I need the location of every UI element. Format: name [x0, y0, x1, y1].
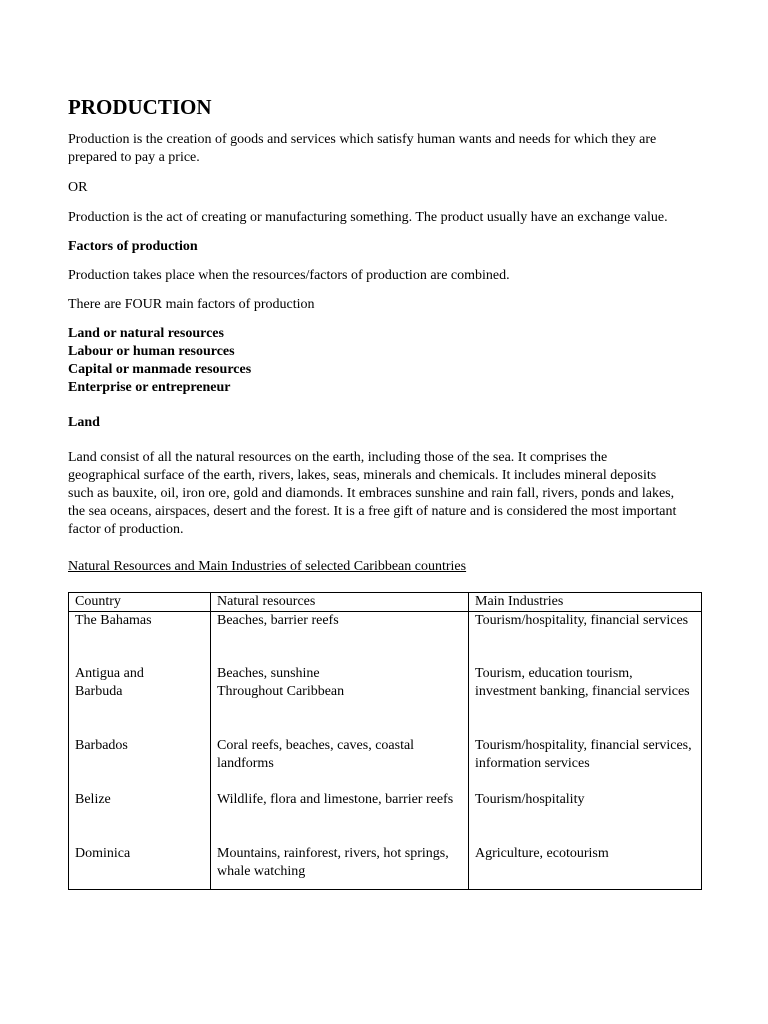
or-text: OR	[68, 180, 88, 195]
definition-paragraph-2: Production is the act of creating or manufacturing something. The product usually have an exchange value.	[68, 210, 668, 225]
cell-natural-resources: Beaches, sunshine Throughout Caribbean	[211, 665, 469, 737]
cell-country: Antigua and Barbuda	[69, 665, 211, 737]
document-page	[68, 93, 704, 890]
land-paragraph: Land consist of all the natural resources on the earth, including those of the sea. It comprises the geographical surface of the earth, rivers, lakes, seas, minerals and chemicals. It includes mineral deposits such as bauxite, oil, iron ore, gold and diamonds. It embraces sunshine and rain fall, rivers, ponds and lakes, the sea oceans, airspaces, desert and the forest. It is a free gift of nature and is considered the most important factor of production.	[68, 450, 677, 537]
cell-main-industries: Tourism/hospitality, financial services, information services	[469, 737, 702, 791]
resources-table	[68, 592, 702, 890]
cell-main-industries: Tourism/hospitality, financial services	[469, 612, 702, 665]
factor-item-capital: Capital or manmade resources	[68, 362, 252, 377]
cell-country: Dominica	[69, 845, 211, 890]
cell-main-industries: Tourism/hospitality	[469, 791, 702, 845]
cell-natural-resources: Beaches, barrier reefs	[211, 612, 469, 665]
page-title: PRODUCTION	[68, 95, 212, 119]
factors-heading: Factors of production	[68, 239, 198, 254]
factor-item-land: Land or natural resources	[68, 326, 224, 341]
factor-item-enterprise: Enterprise or entrepreneur	[68, 380, 231, 395]
cell-main-industries: Agriculture, ecotourism	[469, 845, 702, 890]
column-header-natural-resources: Natural resources	[211, 593, 469, 612]
definition-paragraph-1: Production is the creation of goods and services which satisfy human wants and needs for which they are prepared to pay a price.	[68, 132, 657, 165]
table-row	[69, 791, 702, 845]
factor-item-labour: Labour or human resources	[68, 344, 235, 359]
cell-main-industries: Tourism, education tourism, investment banking, financial services	[469, 665, 702, 737]
cell-natural-resources: Coral reefs, beaches, caves, coastal landforms	[211, 737, 469, 791]
column-header-country: Country	[69, 593, 211, 612]
cell-natural-resources: Mountains, rainforest, rivers, hot springs, whale watching	[211, 845, 469, 890]
column-header-main-industries: Main Industries	[469, 593, 702, 612]
table-row	[69, 612, 702, 665]
cell-country: Belize	[69, 791, 211, 845]
table-caption: Natural Resources and Main Industries of selected Caribbean countries	[68, 559, 467, 574]
factors-sentence-1: Production takes place when the resources/factors of production are combined.	[68, 268, 510, 283]
factors-sentence-2: There are FOUR main factors of production	[68, 297, 315, 312]
cell-country: The Bahamas	[69, 612, 211, 665]
cell-country: Barbados	[69, 737, 211, 791]
land-heading: Land	[68, 415, 100, 430]
factors-list	[68, 325, 704, 397]
table-header-row	[69, 593, 702, 612]
table-row	[69, 845, 702, 890]
table-row	[69, 665, 702, 737]
cell-natural-resources: Wildlife, flora and limestone, barrier reefs	[211, 791, 469, 845]
table-row	[69, 737, 702, 791]
